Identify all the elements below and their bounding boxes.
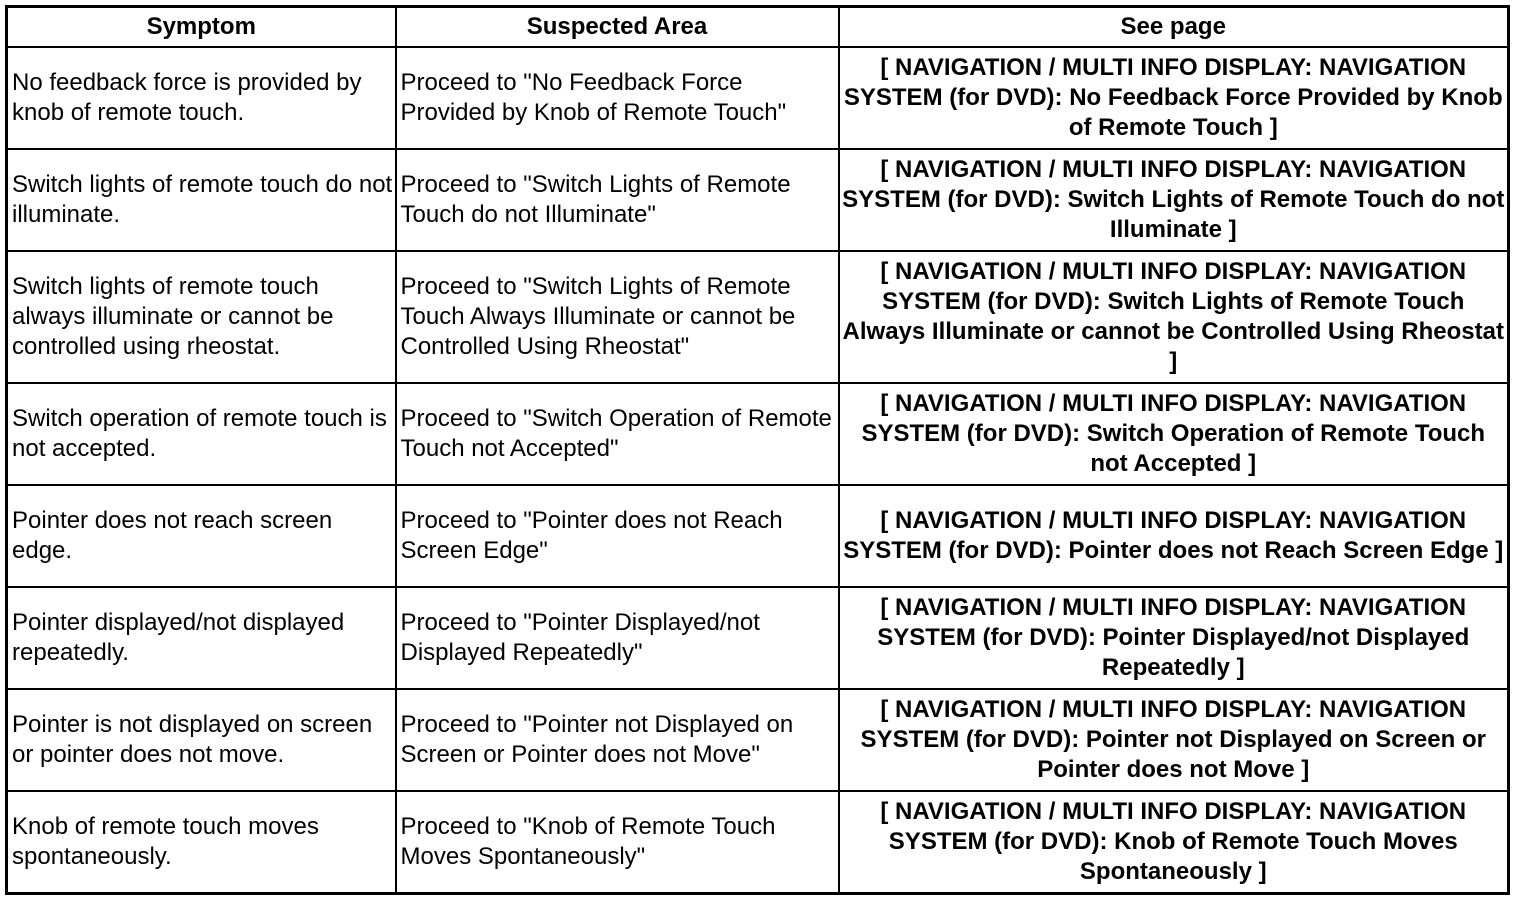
- suspected-area-cell: Proceed to "Knob of Remote Touch Moves Spontaneously": [396, 791, 839, 894]
- see-page-reference[interactable]: [ NAVIGATION / MULTI INFO DISPLAY: NAVIGATION SYSTEM (for DVD): No Feedback Force Provided by Knob of Remote Touch ]: [839, 47, 1509, 149]
- suspected-area-cell: Proceed to "Pointer not Displayed on Screen or Pointer does not Move": [396, 689, 839, 791]
- symptom-cell: Switch lights of remote touch always illuminate or cannot be controlled using rheostat.: [7, 251, 396, 383]
- symptom-cell: Pointer displayed/not displayed repeatedly.: [7, 587, 396, 689]
- see-page-reference[interactable]: [ NAVIGATION / MULTI INFO DISPLAY: NAVIGATION SYSTEM (for DVD): Switch Lights of Remote Touch do not Illuminate ]: [839, 149, 1509, 251]
- suspected-area-cell: Proceed to "No Feedback Force Provided by Knob of Remote Touch": [396, 47, 839, 149]
- symptom-cell: Pointer does not reach screen edge.: [7, 485, 396, 587]
- symptom-cell: Switch lights of remote touch do not illuminate.: [7, 149, 396, 251]
- table-row: [7, 485, 1509, 587]
- table-row: [7, 47, 1509, 149]
- symptom-cell: Switch operation of remote touch is not accepted.: [7, 383, 396, 485]
- header-suspected-area: Suspected Area: [396, 7, 839, 48]
- symptom-cell: Pointer is not displayed on screen or pointer does not move.: [7, 689, 396, 791]
- suspected-area-cell: Proceed to "Pointer does not Reach Screen Edge": [396, 485, 839, 587]
- symptom-table-container: [5, 5, 1510, 895]
- symptom-table: [5, 5, 1510, 895]
- table-row: [7, 383, 1509, 485]
- header-symptom: Symptom: [7, 7, 396, 48]
- suspected-area-cell: Proceed to "Switch Lights of Remote Touch do not Illuminate": [396, 149, 839, 251]
- table-header-row: [7, 7, 1509, 48]
- see-page-reference[interactable]: [ NAVIGATION / MULTI INFO DISPLAY: NAVIGATION SYSTEM (for DVD): Switch Operation of Remote Touch not Accepted ]: [839, 383, 1509, 485]
- table-row: [7, 791, 1509, 894]
- header-see-page: See page: [839, 7, 1509, 48]
- suspected-area-cell: Proceed to "Pointer Displayed/not Displayed Repeatedly": [396, 587, 839, 689]
- see-page-reference[interactable]: [ NAVIGATION / MULTI INFO DISPLAY: NAVIGATION SYSTEM (for DVD): Pointer does not Reach Screen Edge ]: [839, 485, 1509, 587]
- symptom-cell: Knob of remote touch moves spontaneously.: [7, 791, 396, 894]
- see-page-reference[interactable]: [ NAVIGATION / MULTI INFO DISPLAY: NAVIGATION SYSTEM (for DVD): Knob of Remote Touch Moves Spontaneously ]: [839, 791, 1509, 894]
- table-row: [7, 251, 1509, 383]
- symptom-cell: No feedback force is provided by knob of remote touch.: [7, 47, 396, 149]
- table-row: [7, 149, 1509, 251]
- table-row: [7, 689, 1509, 791]
- suspected-area-cell: Proceed to "Switch Lights of Remote Touch Always Illuminate or cannot be Controlled Using Rheostat": [396, 251, 839, 383]
- see-page-reference[interactable]: [ NAVIGATION / MULTI INFO DISPLAY: NAVIGATION SYSTEM (for DVD): Pointer Displayed/not Displayed Repeatedly ]: [839, 587, 1509, 689]
- table-row: [7, 587, 1509, 689]
- see-page-reference[interactable]: [ NAVIGATION / MULTI INFO DISPLAY: NAVIGATION SYSTEM (for DVD): Pointer not Displayed on Screen or Pointer does not Move ]: [839, 689, 1509, 791]
- see-page-reference[interactable]: [ NAVIGATION / MULTI INFO DISPLAY: NAVIGATION SYSTEM (for DVD): Switch Lights of Remote Touch Always Illuminate or cannot be Controlled Using Rheostat ]: [839, 251, 1509, 383]
- suspected-area-cell: Proceed to "Switch Operation of Remote Touch not Accepted": [396, 383, 839, 485]
